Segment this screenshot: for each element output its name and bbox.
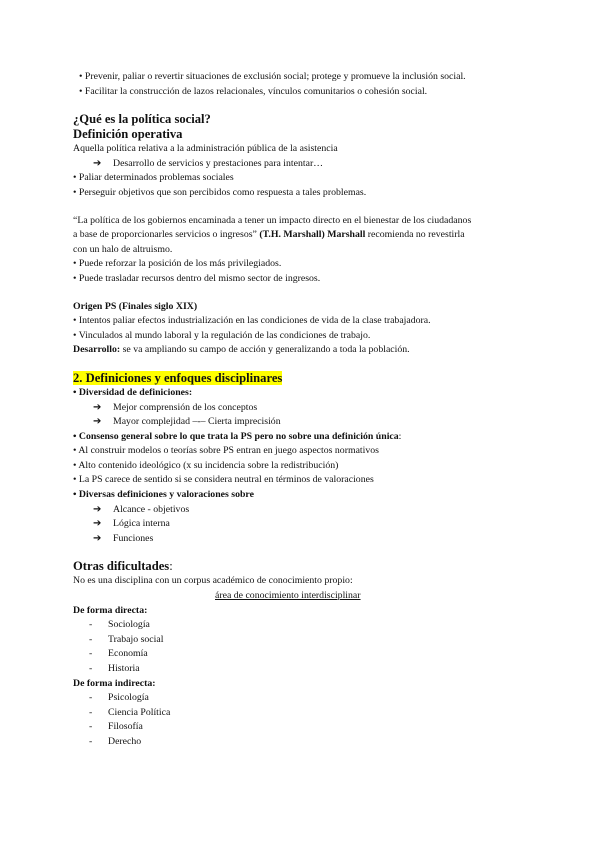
- direct-label: De forma directa:: [73, 604, 148, 616]
- subtitle-operative-definition: Definición operativa: [73, 127, 183, 142]
- arrow-item: ➔ Desarrollo de servicios y prestaciones para intentar…: [73, 157, 533, 172]
- diverse-definitions-heading: • Diversas definiciones y valoraciones sobre: [73, 489, 254, 501]
- list-item: - Historia: [89, 663, 140, 674]
- no-discipline-line: No es una disciplina con un corpus académico de conocimiento propio:: [73, 575, 353, 587]
- list-item: - Trabajo social: [89, 633, 164, 645]
- arrow-item: ➔ Funciones: [73, 532, 533, 547]
- bullet-item: • Vinculados al mundo laboral y la regulación de las condiciones de trabajo.: [73, 329, 371, 341]
- development-line: Desarrollo: se va ampliando su campo de acción y generalizando a toda la población.: [73, 344, 410, 356]
- definition-line: Aquella política relativa a la administración pública de la asistencia: [73, 143, 338, 155]
- list-item: - Psicología: [89, 692, 149, 704]
- intro-bullet-1: • Prevenir, paliar o revertir situaciones de exclusión social; protege y promueve la inclusión social.: [79, 71, 466, 82]
- quote-line-3: con un halo de altruismo.: [73, 243, 173, 255]
- bullet-item: • Puede reforzar la posición de los más privilegiados.: [73, 258, 282, 270]
- arrow-item: ➔ Lógica interna: [73, 517, 533, 532]
- arrow-icon: ➔: [93, 401, 102, 413]
- quote-line-1: “La política de los gobiernos encaminada a tener un impacto directo en el bienestar de los ciudadanos: [73, 214, 472, 226]
- other-difficulties-title: Otras dificultades:: [73, 559, 173, 574]
- arrow-icon: ➔: [93, 532, 102, 544]
- bullet-item: • La PS carece de sentido si se considera neutral en términos de valoraciones: [73, 474, 374, 486]
- diversity-heading: • Diversidad de definiciones:: [73, 386, 193, 398]
- arrow-icon: ➔: [93, 518, 102, 530]
- arrow-item: ➔ Alcance - objetivos: [73, 503, 533, 518]
- section-title-what-is-social-policy: ¿Qué es la política social?: [73, 112, 211, 127]
- list-item: - Derecho: [89, 735, 142, 747]
- bullet-item: • Perseguir objetivos que son percibidos como respuesta a tales problemas.: [73, 186, 367, 198]
- origin-title: Origen PS (Finales siglo XIX): [73, 300, 198, 312]
- bullet-item: • Puede trasladar recursos dentro del mismo sector de ingresos.: [73, 272, 321, 284]
- interdisciplinary-line: área de conocimiento interdisciplinar: [215, 590, 361, 602]
- bullet-item: • Al construir modelos o teorías sobre PS entran en juego aspectos normativos: [73, 445, 379, 457]
- arrow-item: ➔ Mejor comprensión de los conceptos: [73, 401, 533, 416]
- list-item: - Sociología: [89, 619, 150, 631]
- list-item: - Filosofía: [89, 721, 143, 733]
- bullet-item: • Intentos paliar efectos industrialización en las condiciones de vida de la clase trabajadora.: [73, 315, 431, 327]
- intro-bullet-2: • Facilitar la construcción de lazos relacionales, vínculos comunitarios o cohesión social.: [79, 85, 428, 97]
- section-2-title: 2. Definiciones y enfoques disciplinares: [73, 370, 283, 385]
- list-item: - Ciencia Política: [89, 706, 171, 718]
- arrow-icon: ➔: [93, 157, 102, 169]
- indirect-label: De forma indirecta:: [73, 677, 156, 689]
- arrow-icon: ➔: [93, 416, 102, 428]
- quote-line-2: a base de proporcionarles servicios o ingresos” (T.H. Marshall) Marshall recomienda no revestirla: [73, 229, 465, 241]
- bullet-item: • Paliar determinados problemas sociales: [73, 172, 234, 184]
- quote-author: (T.H. Marshall) Marshall: [259, 229, 366, 241]
- consensus-line: • Consenso general sobre lo que trata la PS pero no sobre una definición única:: [73, 430, 402, 442]
- arrow-item: ➔ Mayor complejidad –-– Cierta imprecisión: [73, 415, 533, 430]
- document-page: [73, 70, 533, 750]
- list-item: - Economía: [89, 648, 148, 660]
- bullet-item: • Alto contenido ideológico (x su incidencia sobre la redistribución): [73, 459, 339, 471]
- arrow-icon: ➔: [93, 503, 102, 515]
